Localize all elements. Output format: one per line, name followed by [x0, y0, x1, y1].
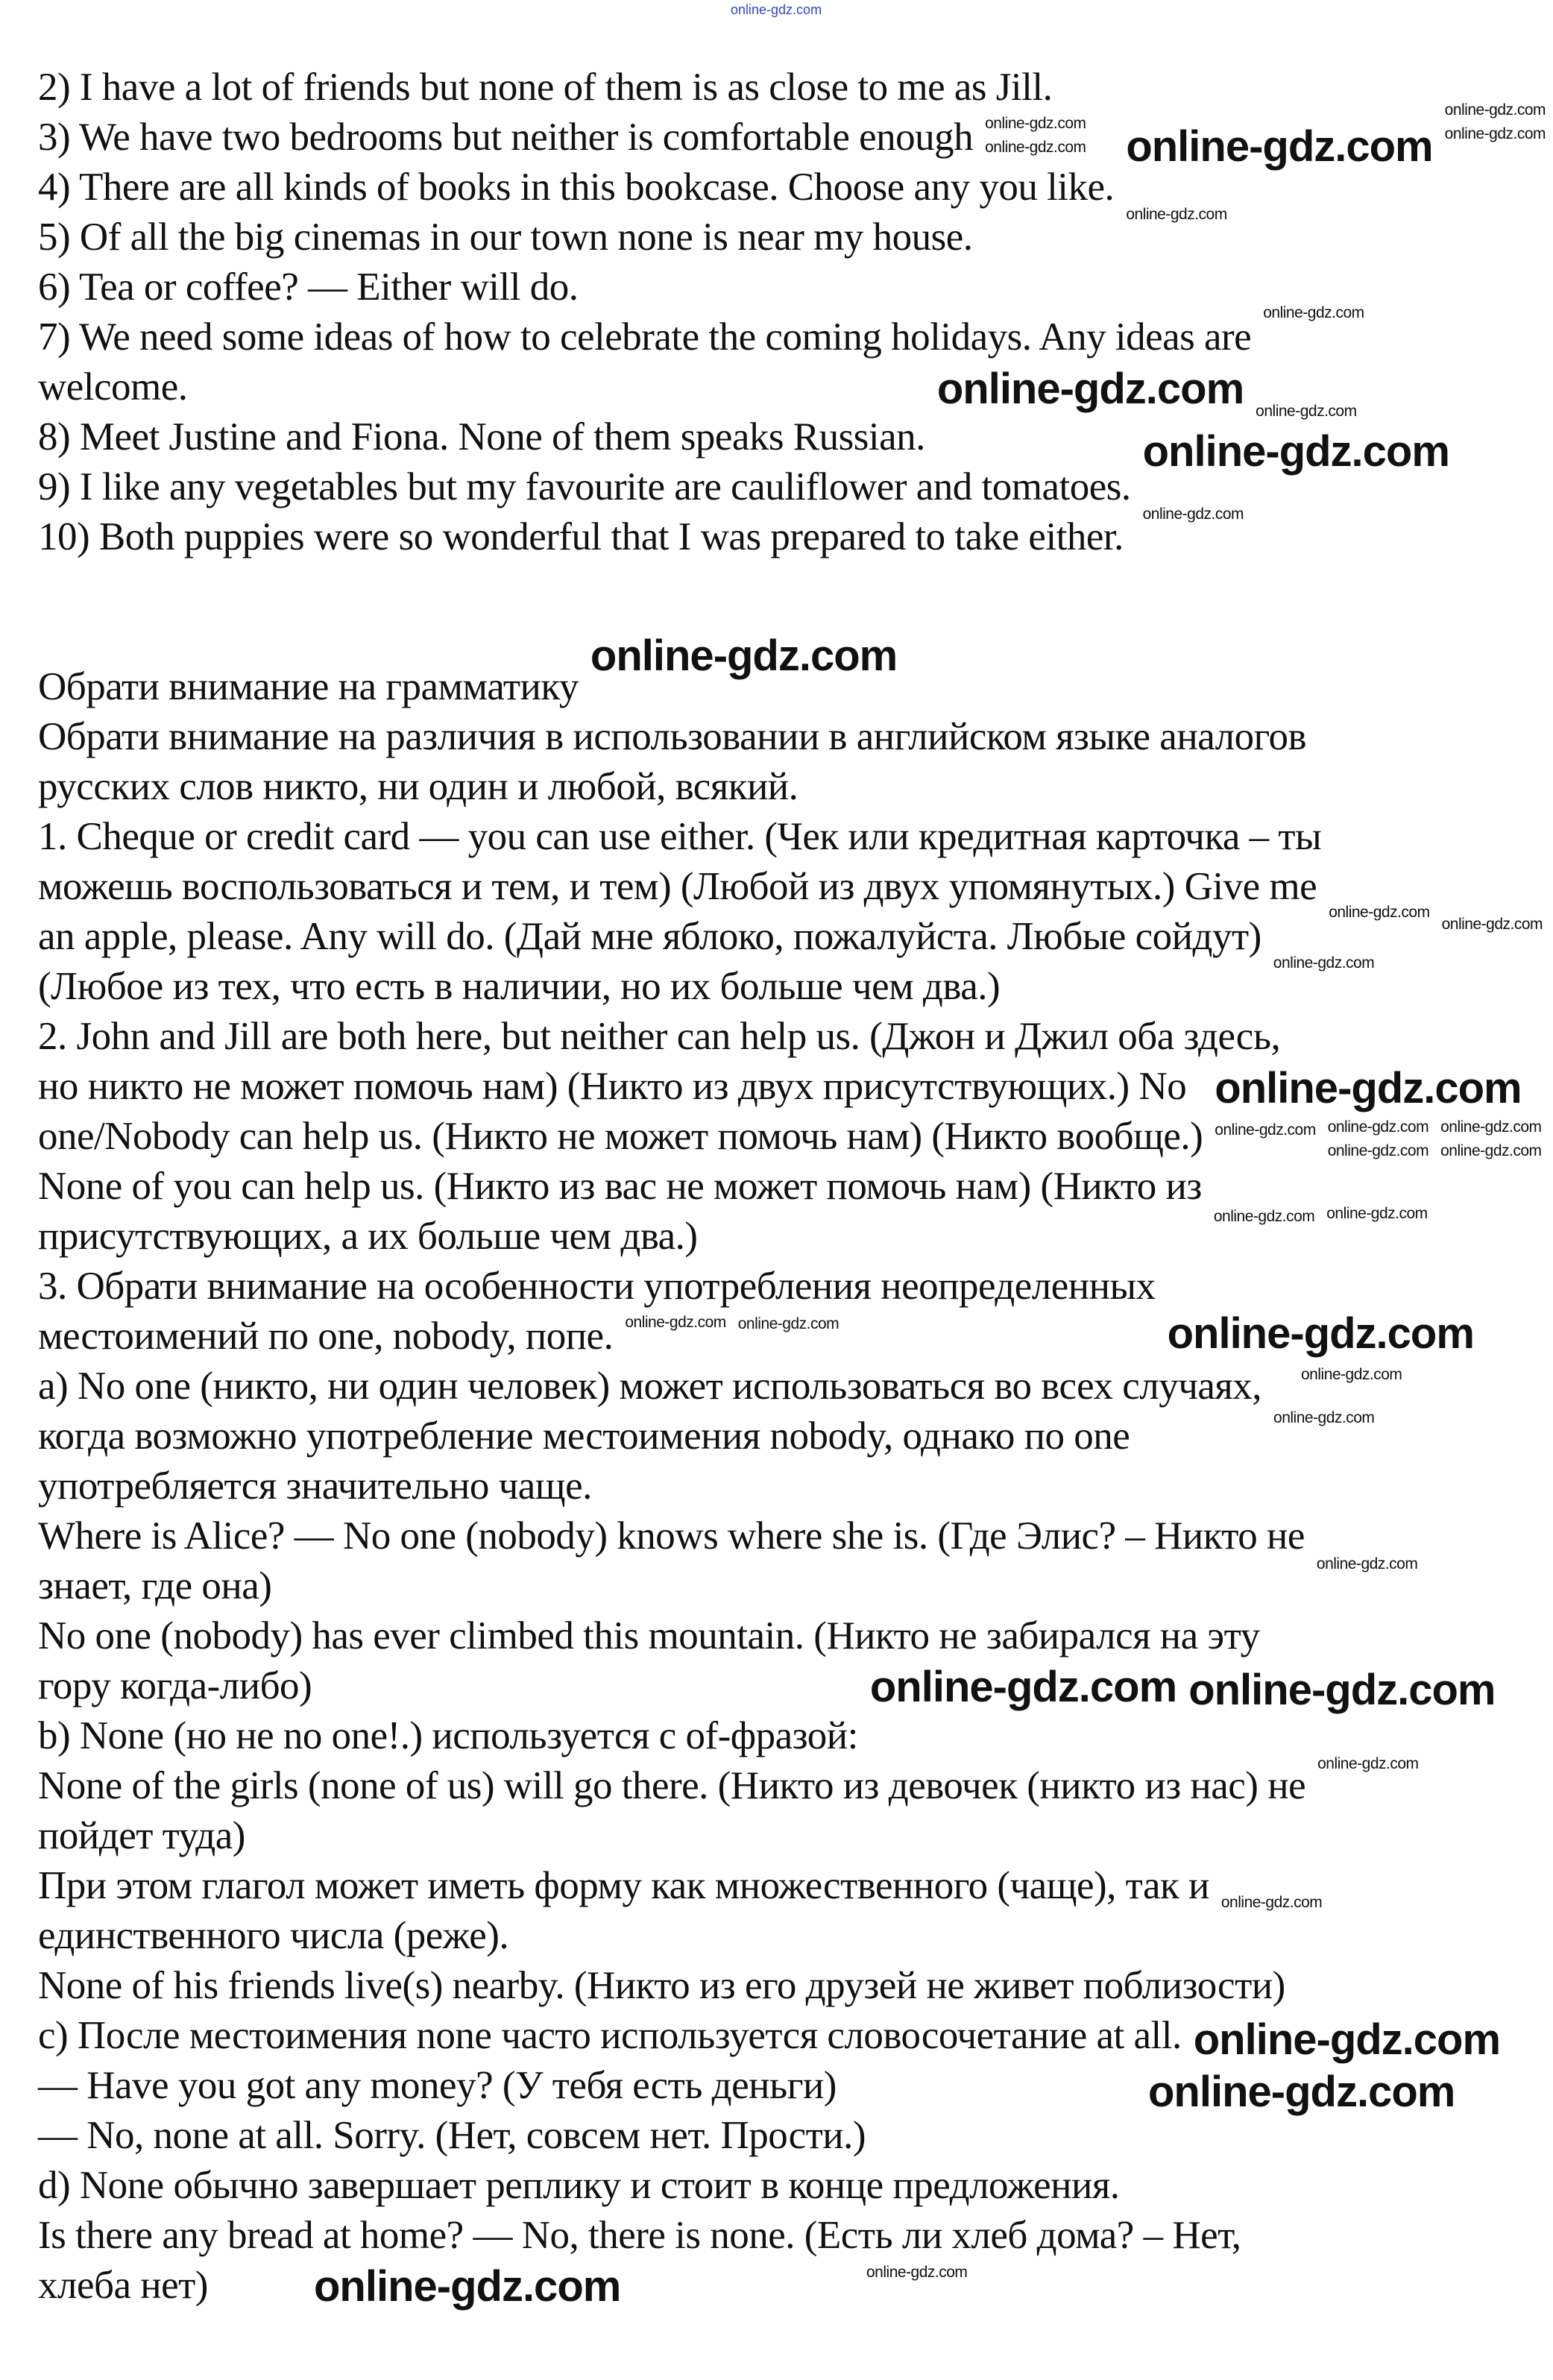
text-line [38, 762, 1544, 812]
text-line-content: welcome. [38, 365, 188, 409]
text-line [38, 1112, 1544, 1162]
text-line-content: единственного числа (реже). [38, 1914, 509, 1957]
text-line [38, 2161, 1544, 2211]
text-line-content: an apple, please. Any will do. (Дай мне яблоко, пожалуйста. Любые сойдут) [38, 915, 1261, 958]
text-line-content: 3) We have two bedrooms but neither is comfortable enough [38, 116, 974, 159]
text-line [38, 1611, 1544, 1661]
text-line-content: d) None обычно завершает реплику и стоит в конце предложения. [38, 2164, 1120, 2207]
text-line-content: Where is Alice? — No one (nobody) knows where she is. (Где Элис? – Никто не [38, 1514, 1305, 1558]
watermark: online-gdz.com [1440, 1118, 1542, 1136]
watermark: online-gdz.com [1273, 954, 1375, 972]
watermark: online-gdz.com [866, 2264, 968, 2281]
text-line-content: None of his friends live(s) nearby. (Никто из его друзей не живет поблизости) [38, 1964, 1285, 2007]
watermark: online-gdz.com [625, 1314, 726, 1331]
watermark: online-gdz.com [737, 1315, 839, 1332]
text-line-content: No one (nobody) has ever climbed this mountain. (Никто не забирался на эту [38, 1614, 1260, 1658]
watermark: online-gdz.com [1215, 1121, 1316, 1139]
text-line [38, 1511, 1544, 1561]
text-line [38, 2211, 1544, 2261]
watermark: online-gdz.com [1220, 1894, 1323, 1911]
text-line-content: b) None (но не no one!.) используется с of-фразой: [38, 1714, 858, 1757]
watermark: online-gdz.com [1256, 403, 1357, 420]
text-line [38, 2111, 1544, 2161]
text-line-content: присутствующих, а их больше чем два.) [38, 1215, 698, 1258]
watermark: online-gdz.com [1148, 2068, 1455, 2116]
text-line [38, 1811, 1544, 1861]
text-line-content: пойдет туда) [38, 1814, 245, 1857]
watermark: online-gdz.com [1215, 1064, 1522, 1112]
text-line [38, 1961, 1544, 2011]
text-line-content: one/Nobody can help us. (Никто не может помочь нам) (Никто вообще.) [38, 1115, 1203, 1158]
text-line-content: а) No one (никто, ни один человек) может использоваться во всех случаях, [38, 1364, 1262, 1408]
text-line [38, 63, 1544, 113]
watermark: online-gdz.com [1213, 1208, 1315, 1225]
text-line [38, 712, 1544, 762]
text-line-content: 10) Both puppies were so wonderful that I was prepared to take either. [38, 515, 1124, 558]
watermark: online-gdz.com [731, 2, 822, 17]
text-line-content: знает, где она) [38, 1564, 272, 1608]
text-line-content: Обрати внимание на грамматику [38, 665, 579, 708]
text-line [38, 812, 1544, 862]
text-line [38, 1262, 1544, 1312]
text-line-content: 5) Of all the big cinemas in our town none is near my house. [38, 215, 973, 259]
text-line [38, 862, 1544, 912]
text-line-content: 7) We need some ideas of how to celebrate the coming holidays. Any ideas are [38, 315, 1252, 359]
text-line-content: когда возможно употребление местоимения nobody, однако по one [38, 1414, 1130, 1458]
watermark: online-gdz.com [1142, 506, 1244, 523]
text-line-content: None of you can help us. (Никто из вас не может помочь нам) (Никто из [38, 1165, 1202, 1208]
text-line-content: 1. Cheque or credit card — you can use either. (Чек или кредитная карточка – ты [38, 815, 1322, 858]
watermark: online-gdz.com [1329, 904, 1430, 921]
text-line-content: хлеба нет) [38, 2264, 208, 2307]
watermark: online-gdz.com [985, 115, 1086, 132]
watermark: online-gdz.com [1126, 206, 1227, 223]
text-line-content: 2) I have a lot of friends but none of them is as close to me as Jill. [38, 66, 1053, 109]
text-line-content: 8) Meet Justine and Fiona. None of them speaks Russian. [38, 415, 925, 459]
watermark: online-gdz.com [1263, 304, 1364, 321]
text-line [38, 512, 1544, 562]
watermark: online-gdz.com [1188, 1666, 1496, 1714]
text-line-content: 2. John and Jill are both here, but neither can help us. (Джон и Джил оба здесь, [38, 1015, 1281, 1058]
watermark: online-gdz.com [1441, 916, 1543, 933]
watermark: online-gdz.com [1440, 1142, 1542, 1159]
text-line-content: — No, none at all. Sorry. (Нет, совсем нет. Прости.) [38, 2114, 866, 2157]
text-line-content: Is there any bread at home? — No, there is none. (Есть ли хлеб дома? – Нет, [38, 2214, 1241, 2257]
text-line-content: — Have you got any money? (У тебя есть деньги) [38, 2064, 837, 2107]
document-body [38, 63, 1544, 2311]
watermark: online-gdz.com [1317, 1755, 1419, 1772]
watermark: online-gdz.com [1316, 1555, 1418, 1572]
watermark: online-gdz.com [590, 632, 898, 680]
text-line [38, 1461, 1544, 1511]
text-line [38, 562, 1544, 612]
text-line [38, 1212, 1544, 1262]
text-line-content: 3. Обрати внимание на особенности употребления неопределенных [38, 1265, 1156, 1308]
text-line-content: употребляется значительно чаще. [38, 1464, 592, 1508]
watermark: online-gdz.com [1444, 101, 1546, 119]
text-line-content: (Любое из тех, что есть в наличии, но их больше чем два.) [38, 965, 1001, 1008]
watermark: online-gdz.com [314, 2262, 621, 2311]
watermark: online-gdz.com [1193, 2015, 1501, 2064]
text-line-content: гору когда-либо) [38, 1664, 312, 1707]
watermark: online-gdz.com [869, 1663, 1177, 1711]
text-line [38, 1911, 1544, 1961]
text-line [38, 1012, 1544, 1062]
watermark: online-gdz.com [985, 139, 1086, 156]
text-line [38, 1711, 1544, 1761]
text-line-content: 9) I like any vegetables but my favourite are cauliflower and tomatoes. [38, 465, 1131, 509]
watermark: online-gdz.com [1167, 1309, 1474, 1358]
text-line-content: 4) There are all kinds of books in this bookcase. Choose any you like. [38, 166, 1115, 209]
text-line-content: местоимений по one, nobody, попе. [38, 1315, 614, 1358]
text-line-content: None of the girls (none of us) will go there. (Никто из девочек (никто из нас) не [38, 1764, 1306, 1807]
watermark: online-gdz.com [1126, 122, 1433, 171]
watermark: online-gdz.com [1142, 427, 1449, 476]
text-line-content: 6) Tea or coffee? — Either will do. [38, 265, 579, 309]
text-line [38, 2261, 1544, 2311]
text-line-content: При этом глагол может иметь форму как множественного (чаще), так и [38, 1864, 1209, 1907]
text-line-content: c) После местоимения none часто используется словосочетание at all. [38, 2014, 1182, 2057]
watermark: online-gdz.com [1273, 1409, 1375, 1426]
text-line-content: Обрати внимание на различия в использовании в английском языке аналогов [38, 715, 1307, 758]
watermark: online-gdz.com [1327, 1118, 1429, 1136]
watermark: online-gdz.com [1444, 125, 1546, 142]
watermark: online-gdz.com [1327, 1142, 1429, 1159]
text-line-content: можешь воспользоваться и тем, и тем) (Любой из двух упомянутых.) Give me [38, 865, 1317, 908]
watermark: online-gdz.com [1326, 1205, 1428, 1222]
text-line [38, 212, 1544, 262]
text-line [38, 1162, 1544, 1212]
text-line-content: русских слов никто, ни один и любой, всякий. [38, 765, 798, 808]
watermark: online-gdz.com [1301, 1366, 1402, 1383]
watermark: online-gdz.com [936, 365, 1244, 413]
text-line-content: но никто не может помочь нам) (Никто из двух присутствующих.) No [38, 1065, 1187, 1108]
